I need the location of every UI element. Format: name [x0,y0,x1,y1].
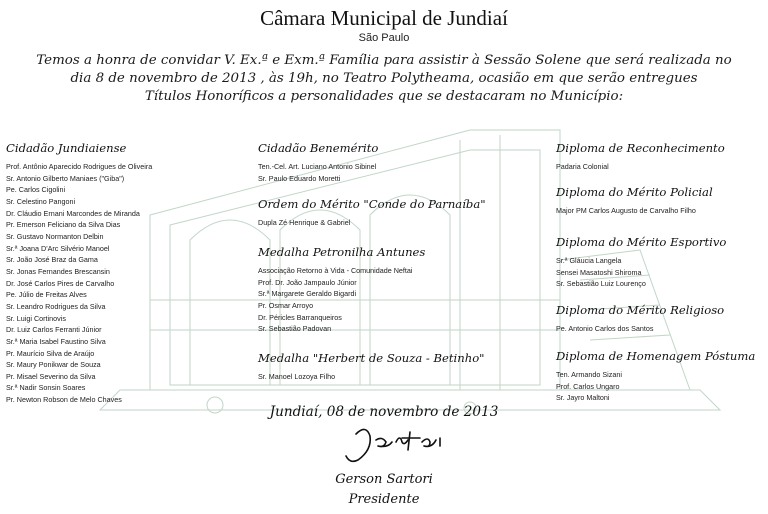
section-medalha-petronilha [258,245,425,335]
handwritten-signature [336,426,456,466]
honoree-name: Sr. Sebastião Luiz Lourenço [556,279,646,289]
section-cidadao-benemerito [258,141,378,184]
invitation-line: Títulos Honoríficos a personalidades que se destacaram no Município: [144,89,624,104]
honoree-list [258,217,486,229]
section-medalha-betinho [258,351,485,383]
honoree-name: Sr. Jayro Maltoni [556,393,610,403]
honoree-list [6,161,152,406]
section-diploma-reconhecimento [556,141,725,173]
honoree-name: Pr. Misael Severino da Silva [6,371,96,381]
honoree-name: Dr. José Carlos Pires de Carvalho [6,278,115,288]
honoree-name: Sr. Maury Ponikwar de Souza [6,360,101,370]
place-and-date: Jundiaí, 08 de novembro de 2013 [269,404,499,420]
section-diploma-religioso [556,303,724,335]
honoree-name: Sr.ª Maria Isabel Faustino Silva [6,336,106,346]
honoree-name: Sr.ª Joana D'Arc Silvério Manoel [6,243,110,253]
honoree-name: Sr. Luigi Cortinovis [6,313,66,323]
honoree-name: Padaria Colonial [556,162,609,171]
honoree-name: Pe. Júlio de Freitas Alves [6,290,87,300]
section-ordem-merito [258,197,486,229]
honoree-name: Sr.ª Gláucia Langela [556,256,622,265]
section-title: Cidadão Benemérito [258,141,379,155]
honoree-list [556,205,713,217]
honoree-name: Sr. João José Braz da Gama [6,255,98,265]
section-title: Diploma de Homenagem Póstuma [556,349,756,363]
section-title: Medalha "Herbert de Souza - Betinho" [258,351,485,365]
honoree-name: Sr. Manoel Lozoya Filho [258,372,336,381]
honoree-name: Sensei Masatoshi Shiroma [556,267,642,277]
honoree-name: Major PM Carlos Augusto de Carvalho Filho [556,206,696,215]
section-title: Diploma do Mérito Policial [556,185,713,199]
honoree-name: Sr. Antonio Gilberto Maniaes ("Giba") [6,173,125,183]
section-diploma-postuma [556,349,755,404]
honoree-name: Dr. Luiz Carlos Ferranti Júnior [6,325,102,335]
signer-role: Presidente [348,492,420,507]
honoree-name: Ten.-Cel. Art. Luciano Antonio Sibinel [258,162,377,171]
honoree-name: Pr. Newton Robson de Melo Chaves [6,395,122,405]
honoree-name: Pr. Emerson Feliciano da Silva Dias [6,220,121,230]
section-diploma-policial [556,185,713,217]
honoree-name: Pr. Osmar Arroyo [258,300,314,310]
honoree-name: Pe. Carlos Cigolini [6,185,66,195]
section-title: Medalha Petronilha Antunes [258,245,426,259]
honoree-list [556,369,755,404]
honoree-name: Ten. Armando Sizani [556,370,622,379]
honoree-list [556,323,724,335]
honoree-name: Sr. Jonas Fernandes Brescansin [6,266,110,276]
section-title: Diploma do Mérito Religioso [556,303,725,317]
section-diploma-esportivo [556,235,726,290]
honoree-name: Prof. Antônio Aparecido Rodrigues de Oliveira [6,162,153,171]
honoree-name: Dupla Zé Henrique & Gabriel [258,218,351,227]
invitation-text [10,52,758,106]
honoree-name: Sr.ª Nadir Sonsin Soares [6,383,86,393]
invitation-line: Temos a honra de convidar V. Ex.ª e Exm.ª Família para assistir à Sessão Solene que será realizada no [36,53,732,68]
honoree-name: Sr. Celestino Pangoni [6,196,76,206]
page-subtitle: São Paulo [358,32,410,44]
invitation-line: dia 8 de novembro de 2013 , às 19h, no Teatro Polytheama, ocasião em que serão entregues [70,71,698,86]
signer-name: Gerson Sartori [335,472,433,487]
section-title: Ordem do Mérito "Conde do Parnaíba" [258,197,486,211]
honoree-name: Dr. Péricles Barranqueiros [258,312,342,322]
honoree-list [258,371,485,383]
honoree-name: Sr. Gustavo Normanton Delbin [6,231,104,241]
honoree-name: Sr. Leandro Rodrigues da Silva [6,301,106,311]
column-left [6,141,152,406]
honoree-name: Pr. Maurício Silva de Araújo [6,348,95,358]
honoree-name: Sr. Sebastião Padovan [258,324,332,334]
honoree-name: Pe. Antonio Carlos dos Santos [556,324,654,333]
honoree-name: Sr. Paulo Eduardo Moretti [258,173,341,183]
honoree-list [556,255,726,290]
section-title: Diploma do Mérito Esportivo [556,235,727,249]
honoree-name: Dr. Cláudio Ernani Marcondes de Miranda [6,208,140,218]
honoree-name: Associação Retorno à Vida - Comunidade Neftai [258,266,413,275]
honoree-list [556,161,725,173]
honoree-name: Sr.ª Margarete Geraldo Bigardi [258,289,357,299]
honoree-name: Prof. Dr. João Jampaulo Júnior [258,277,357,287]
page-title: Câmara Municipal de Jundiaí [260,6,508,30]
section-title: Diploma de Reconhecimento [556,141,725,155]
section-title-cidadao-jundiaiense: Cidadão Jundiaiense [6,141,127,155]
honoree-name: Prof. Carlos Ungaro [556,381,620,391]
honoree-list [258,161,378,184]
honoree-list [258,265,425,335]
